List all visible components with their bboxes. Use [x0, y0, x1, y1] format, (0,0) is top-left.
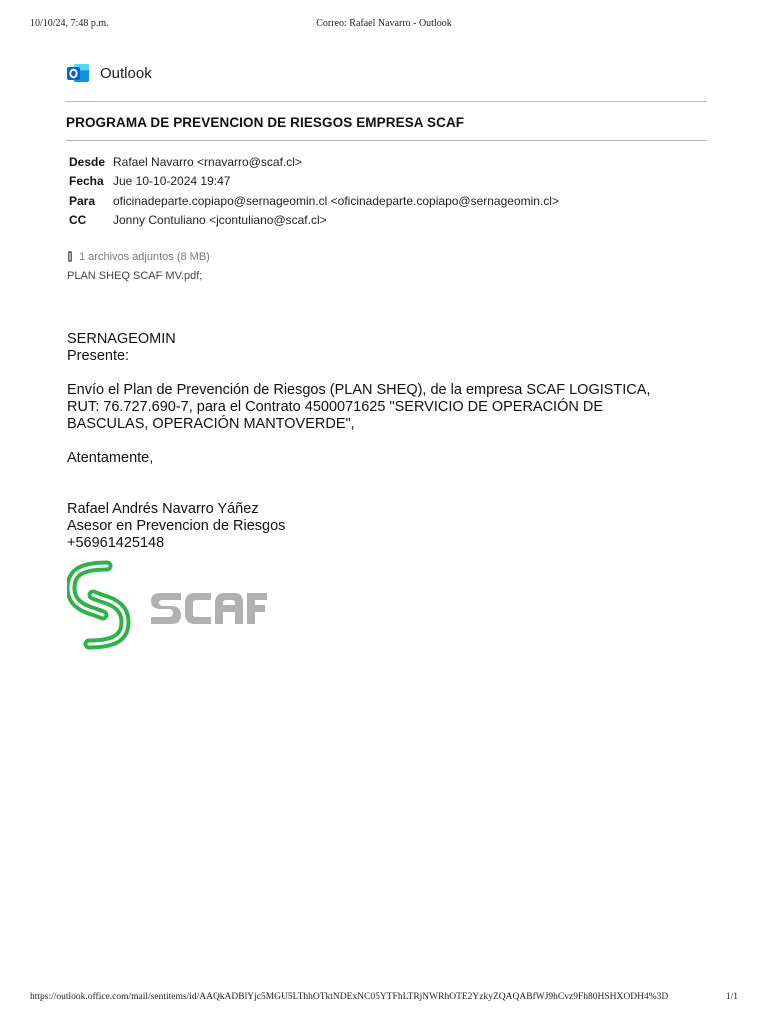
header-row-cc	[66, 211, 726, 231]
greeting-line: SERNAGEOMIN	[67, 331, 176, 347]
header-label: Fecha	[69, 174, 104, 189]
outlook-icon	[67, 62, 90, 84]
greeting-line: Presente:	[67, 348, 130, 364]
app-name: Outlook	[100, 64, 152, 82]
body-paragraph-line: RUT: 76.727.690-7, para el Contrato 4500071625 "SERVICIO DE OPERACIÓN DE	[67, 399, 604, 415]
header-value: Jue 10-10-2024 19:47	[113, 174, 231, 189]
divider	[66, 140, 707, 141]
attachment-file-link[interactable]: PLAN SHEQ SCAF MV.pdf;	[67, 270, 203, 282]
attachments-summary[interactable]	[66, 250, 210, 263]
print-url: https://outlook.office.com/mail/sentitems/id/AAQkADBlYjc5MGU5LThhOTktNDExNC05YTFhLTRjNWRhOTE2YzkyZQAQABfWJ9hCvz9Fh80HSHXODH4%3D	[30, 992, 669, 1002]
scaf-logo	[67, 560, 267, 652]
header-row-to	[66, 191, 726, 211]
divider	[66, 101, 707, 102]
outlook-brand	[67, 62, 152, 84]
print-footer	[30, 992, 738, 1006]
header-label: Desde	[69, 154, 106, 169]
body-paragraph-line: BASCULAS, OPERACIÓN MANTOVERDE",	[67, 416, 355, 432]
email-subject: PROGRAMA DE PREVENCION DE RIESGOS EMPRESA SCAF	[66, 115, 465, 130]
header-value: Rafael Navarro <rnavarro@scaf.cl>	[113, 154, 302, 169]
body-paragraph-line: Envío el Plan de Prevención de Riesgos (PLAN SHEQ), de la empresa SCAF LOGISTICA,	[67, 382, 651, 398]
signature-title: Asesor en Prevencion de Riesgos	[67, 518, 286, 534]
attachments-summary-label: 1 archivos adjuntos (8 MB)	[79, 250, 210, 263]
email-headers	[66, 152, 726, 230]
print-header	[30, 18, 738, 32]
print-datetime: 10/10/24, 7:48 p.m.	[30, 18, 109, 29]
signature-phone: +56961425148	[67, 535, 165, 551]
page-number: 1/1	[725, 992, 738, 1002]
header-label: Para	[69, 193, 96, 208]
header-row-date	[66, 172, 726, 192]
email-body	[67, 331, 707, 552]
signature-name: Rafael Andrés Navarro Yáñez	[67, 501, 259, 517]
header-value: Jonny Contuliano <jcontuliano@scaf.cl>	[113, 213, 327, 228]
header-row-from	[66, 152, 726, 172]
print-title: Correo: Rafael Navarro - Outlook	[316, 18, 452, 29]
closing: Atentamente,	[67, 450, 154, 466]
header-value: oficinadeparte.copiapo@sernageomin.cl <oficinadeparte.copiapo@sernageomin.cl>	[113, 193, 559, 208]
header-label: CC	[69, 213, 87, 228]
paperclip-icon	[66, 250, 74, 263]
